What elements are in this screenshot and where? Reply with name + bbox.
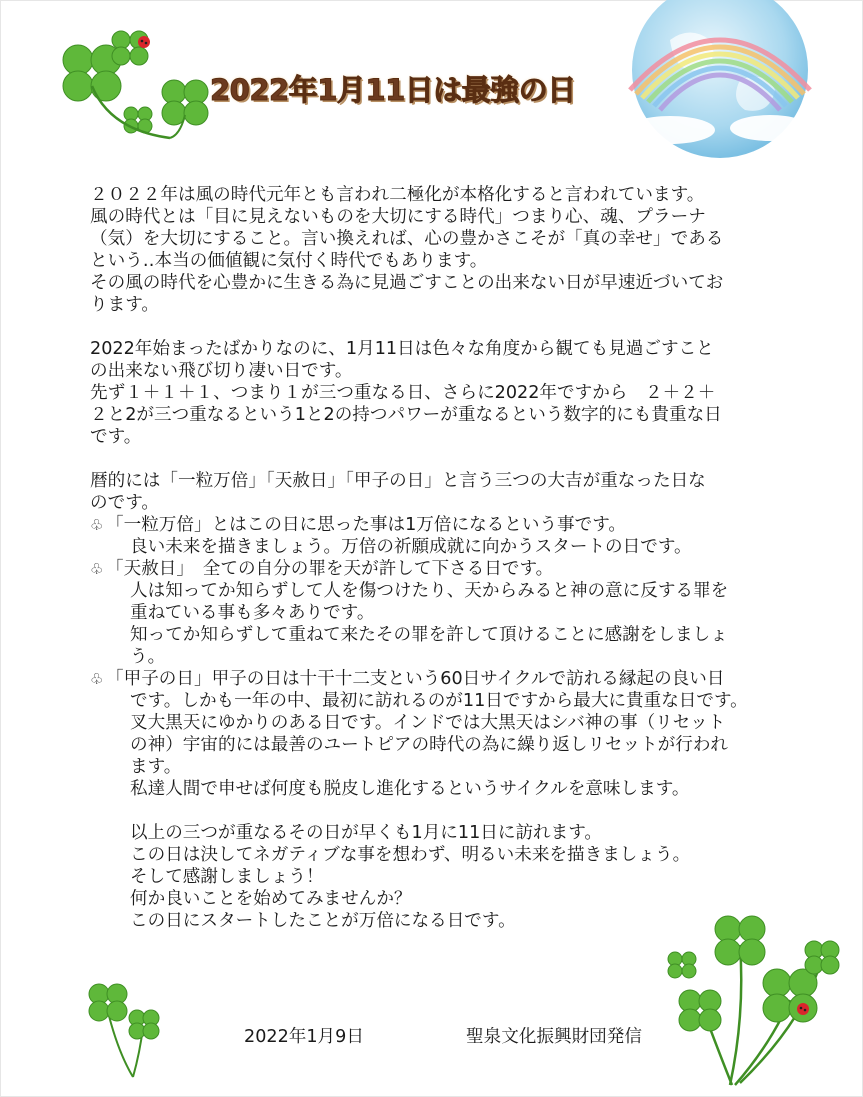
paragraph-gap xyxy=(90,448,810,470)
four-leaf-clover-icon xyxy=(30,20,220,150)
paragraph-line: 2022年始まったばかりなのに、1月11日は色々な角度から観ても見過ごすこと xyxy=(90,339,714,359)
closing-line: この日は決してネガティブな事を想わず、明るい未来を描きましょう。 xyxy=(130,845,691,865)
list-item-line: の神）宇宙的には最善のユートピアの時代の為に繰り返しリセットが行われ xyxy=(130,735,729,755)
list-item-title: 「一粒万倍」とはこの日に思った事は1万倍になるという事です。 xyxy=(106,515,627,535)
list-item-heading xyxy=(90,668,810,690)
list-item-line: 私達人間で申せば何度も脱皮し進化するというサイクルを意味します。 xyxy=(130,779,690,799)
paragraph-line: （気）を大切にすること。言い換えれば、心の豊かさこそが「真の幸せ」である xyxy=(90,229,724,249)
globe-rainbow-icon xyxy=(610,0,820,170)
paragraph-line: その風の時代を心豊かに生きる為に見過ごすことの出来ない日が早速近づいてお xyxy=(90,273,724,293)
list-item-line: です。しかも一年の中、最初に訪れるのが11日ですから最大に貴重な日です。 xyxy=(130,691,748,711)
paragraph-line: ２０２２年は風の時代元年とも言われ二極化が本格化すると言われています。 xyxy=(90,185,705,205)
closing-line: この日にスタートしたことが万倍になる日です。 xyxy=(130,911,516,931)
list-item-line: 知ってか知らずして重ねて来たその罪を許して頂けることに感謝をしましょ xyxy=(130,625,728,645)
list-item-line: 人は知ってか知らずして人を傷つけたり、天からみると神の意に反する罪を xyxy=(130,581,729,601)
paragraph-gap xyxy=(90,800,810,822)
footer-organization: 聖泉文化振興財団発信 xyxy=(466,1027,642,1047)
closing-line: 何か良いことを始めてみませんか？ xyxy=(130,889,412,909)
closing-line: 以上の三つが重なるその日が早くも1月に11日に訪れます。 xyxy=(130,823,603,843)
list-item-title: 「甲子の日」甲子の日は十干十二支という60日サイクルで訪れる縁起の良い日 xyxy=(106,669,725,689)
list-item-heading xyxy=(90,514,810,536)
list-item-line: 良い未来を描きましょう。万倍の祈願成就に向かうスタートの日です。 xyxy=(130,537,692,557)
paragraph-line: という‥本当の価値観に気付く時代でもあります。 xyxy=(90,251,488,271)
paragraph-line: 風の時代とは「目に見えないものを大切にする時代」つまり心、魂、プラーナ xyxy=(90,207,706,227)
clover-bouquet-icon xyxy=(660,905,850,1090)
clover-sprig-icon xyxy=(78,972,168,1082)
footer-date: 2022年1月9日 xyxy=(244,1027,364,1047)
page-title: 2022年1月11日は最強の日 xyxy=(210,73,576,107)
closing-line: そして感謝しましょう！ xyxy=(130,867,324,887)
club-bullet-icon: ♧ xyxy=(90,670,104,688)
list-item-line: ます。 xyxy=(130,757,182,777)
paragraph-line: のです。 xyxy=(90,493,159,513)
paragraph-line: の出来ない飛び切り凄い日です。 xyxy=(90,361,353,381)
paragraph-line: 先ず１＋１＋１、つまり１が三つ重なる日、さらに2022年ですから ２＋２＋ xyxy=(90,383,716,403)
club-bullet-icon: ♧ xyxy=(90,516,104,534)
main-content xyxy=(90,184,810,932)
club-bullet-icon: ♧ xyxy=(90,560,104,578)
paragraph-line: です。 xyxy=(90,427,142,447)
list-item-line: う。 xyxy=(130,647,166,667)
list-item-title: 「天赦日」 全ての自分の罪を天が許して下さる日です。 xyxy=(106,559,554,579)
list-item-line: 重ねている事も多々ありです。 xyxy=(130,603,375,623)
paragraph-gap xyxy=(90,316,810,338)
list-item-heading xyxy=(90,558,810,580)
paragraph-line: 暦的には「一粒万倍」「天赦日」「甲子の日」と言う三つの大吉が重なった日な xyxy=(90,471,706,491)
paragraph-line: ２と2が三つ重なるという1と2の持つパワーが重なるという数字的にも貴重な日 xyxy=(90,405,722,425)
list-item-line: 叉大黒天にゆかりのある日です。インドでは大黒天はシバ神の事（リセット xyxy=(130,713,726,733)
paragraph-line: ります。 xyxy=(90,295,159,315)
